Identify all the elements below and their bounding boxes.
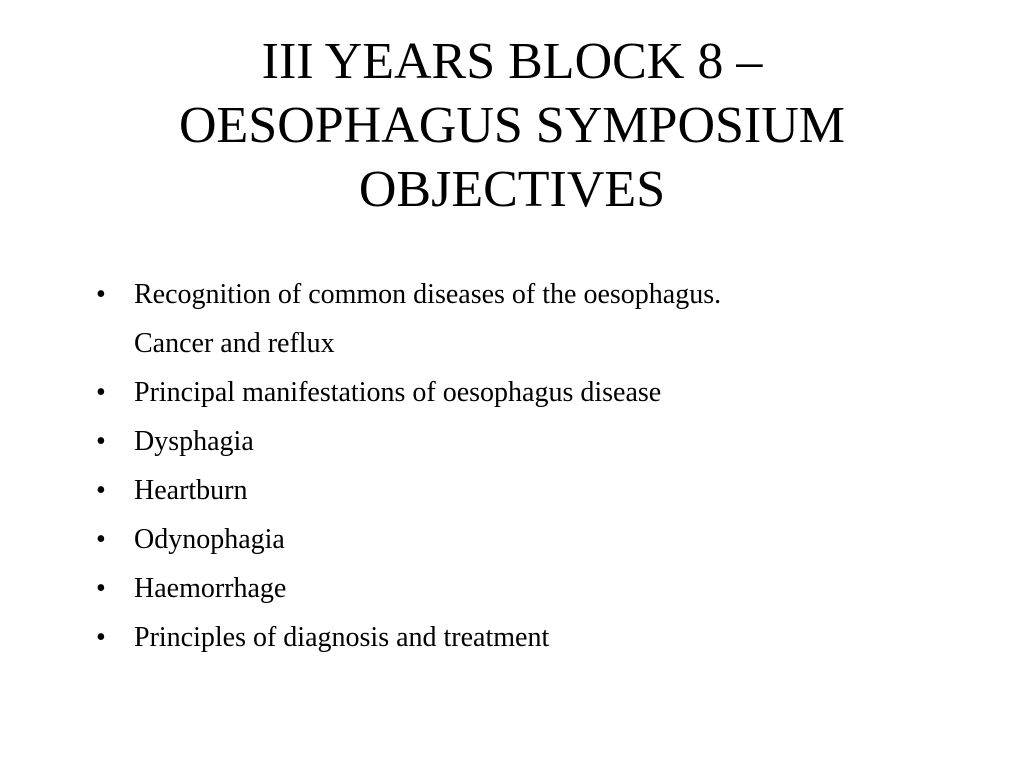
bullet-text: Principal manifestations of oesophagus disease [134,377,662,408]
bullet-item-recognition [96,270,956,368]
title-line-1: III YEARS BLOCK 8 – [261,33,763,90]
bullet-item-manifestations [96,368,956,417]
bullet-item-haemorrhage [96,564,956,613]
bullet-icon: • [96,573,106,604]
bullet-icon: • [96,279,106,310]
bullet-text: Heartburn [134,475,248,506]
bullet-text: Recognition of common diseases of the oesophagus. [134,279,722,310]
slide-title [60,30,964,222]
bullet-item-dysphagia [96,417,956,466]
bullet-item-heartburn [96,466,956,515]
title-line-3: OBJECTIVES [358,161,666,218]
bullet-list [96,270,956,662]
bullet-text: Haemorrhage [134,573,287,604]
bullet-icon: • [96,377,106,408]
bullet-text: Principles of diagnosis and treatment [134,622,550,653]
bullet-text: Dysphagia [134,426,254,457]
bullet-icon: • [96,524,106,555]
bullet-icon: • [96,475,106,506]
bullet-item-diagnosis-treatment [96,613,956,662]
title-line-2: OESOPHAGUS SYMPOSIUM [178,97,846,154]
bullet-text-continuation: Cancer and reflux [134,328,335,359]
bullet-icon: • [96,622,106,653]
bullet-icon: • [96,426,106,457]
bullet-text: Odynophagia [134,524,285,555]
bullet-item-odynophagia [96,515,956,564]
